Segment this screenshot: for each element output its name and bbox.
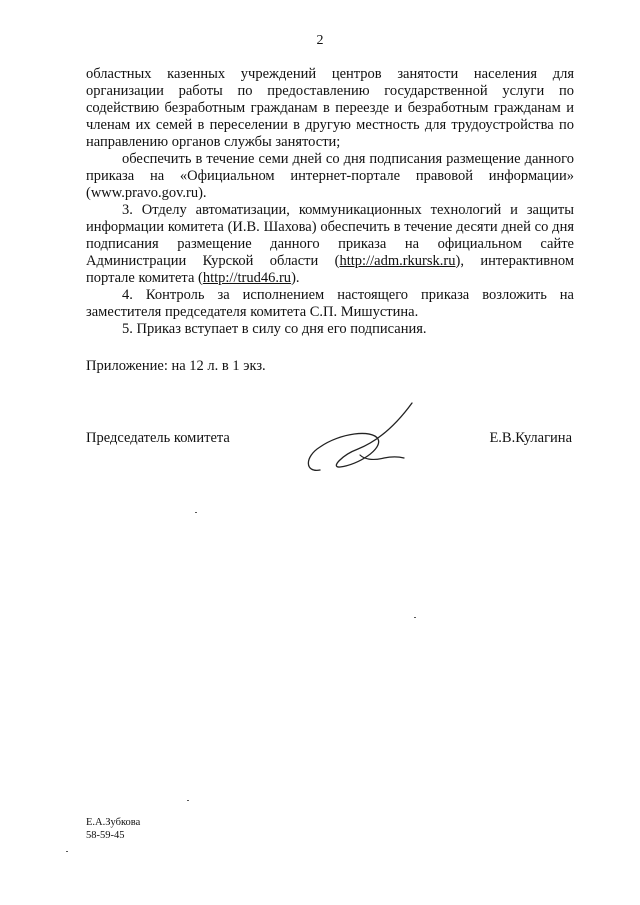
scan-speck (66, 851, 68, 852)
signatory-name: Е.В.Кулагина (489, 430, 572, 446)
document-body (86, 66, 574, 338)
paragraph-continuation: областных казенных учреждений центров занятости населения для организации работы по предоставлению государственной услуги по содействию безработным гражданам в переезде и безработным гражданам и членам их семей в переселении в другую местность для трудоустройства по направлению органов службы занятости; (86, 66, 574, 150)
paragraph-item-3-text-start: 3. Отделу автоматизации, коммуникационных технологий и защиты информации комитета (И.В. Шахова) обеспечить в течение десяти дней со дня подписания размещение данного приказа на официальном сайте Администрации Курской области ( (86, 202, 574, 269)
executor-name: Е.А.Зубкова (86, 817, 141, 828)
page-number: 2 (316, 33, 324, 48)
paragraph-item-4: 4. Контроль за исполнением настоящего приказа возложить на заместителя председателя комитета С.П. Мишустина. (86, 287, 574, 320)
executor-info (86, 816, 140, 842)
scan-speck (414, 617, 416, 618)
link-adm-rkursk[interactable]: http://adm.rkursk.ru (339, 253, 456, 269)
handwritten-signature (300, 395, 430, 480)
paragraph-item-3 (86, 202, 574, 287)
paragraph-publication: обеспечить в течение семи дней со дня подписания размещение данного приказа на «Официальном интернет-портале правовой информации» (www.pravo.gov.ru). (86, 151, 574, 201)
link-trud46[interactable]: http://trud46.ru (202, 270, 292, 286)
appendix-note: Приложение: на 12 л. в 1 экз. (86, 358, 266, 374)
paragraph-item-5: 5. Приказ вступает в силу со дня его подписания. (122, 321, 427, 337)
scan-speck (195, 512, 197, 513)
paragraph-item-3-text-end: ). (291, 270, 300, 286)
scan-speck (187, 800, 189, 801)
paragraph-item-3-text-middle: ), интерактивном портале комитета ( (86, 253, 574, 286)
executor-phone: 58-59-45 (86, 830, 125, 841)
signatory-role: Председатель комитета (86, 430, 230, 446)
